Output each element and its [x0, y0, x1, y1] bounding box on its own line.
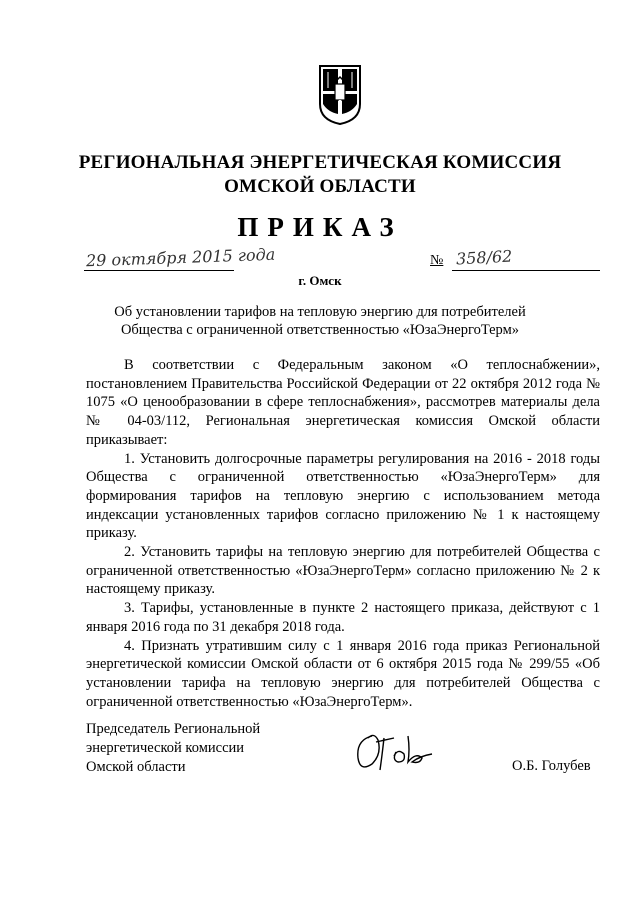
body-item-3: 3. Тарифы, установленные в пункте 2 настоящего приказа, действуют с 1 января 2016 года по 31 декабря 2018 года.	[86, 600, 600, 635]
body-intro-paragraph: В соответствии с Федеральным законом «О теплоснабжении», постановлением Правительства Российской Федерации от 22 октября 2012 года № 1075 «О ценообразовании в сфере теплоснабжения», рассмотрев материалы дела № 04-03/112, Региональная энергетическая комиссия Омской области приказывает:	[86, 357, 600, 448]
number-underline	[452, 270, 600, 271]
number-label: №	[430, 253, 444, 268]
coat-of-arms-icon	[318, 64, 362, 126]
signatory-name: О.Б. Голубев	[512, 758, 591, 774]
signatory-title-line3: Омской области	[86, 759, 186, 775]
city-label: г. Омск	[298, 273, 342, 288]
handwritten-number: 358/62	[455, 246, 513, 269]
subject-line1: Об установлении тарифов на тепловую энергию для потребителей	[114, 304, 526, 320]
body-item-1: 1. Установить долгосрочные параметры регулирования на 2016 - 2018 годы Общества с ограниченной ответственностью «ЮзаЭнергоТерм» для формирования тарифов на тепловую энергию с использованием метода индексации установленных тарифов согласно приложению № 1 к настоящему приказу.	[86, 450, 600, 542]
handwritten-signature	[350, 726, 450, 776]
subject-line2: Общества с ограниченной ответственностью «ЮзаЭнергоТерм»	[120, 322, 520, 338]
date-underline	[84, 270, 234, 271]
organization-name-line1: РЕГИОНАЛЬНАЯ ЭНЕРГЕТИЧЕСКАЯ КОМИССИЯ	[78, 152, 562, 173]
signatory-title	[86, 720, 260, 777]
document-type-title: ПРИКАЗ	[237, 212, 403, 242]
body-item-2: 2. Установить тарифы на тепловую энергию для потребителей Общества с ограниченной ответственностью «ЮзаЭнергоТерм» согласно приложению № 2 к настоящему приказу.	[86, 544, 600, 598]
signatory-title-line2: энергетической комиссии	[86, 740, 245, 756]
document-body	[86, 356, 600, 711]
organization-name-line2: ОМСКОЙ ОБЛАСТИ	[224, 176, 416, 197]
body-item-4: 4. Признать утратившим силу с 1 января 2016 года приказ Региональной энергетической комиссии Омской области от 6 октября 2015 года № 299/55 «Об установлении тарифа на тепловую энергию для потребителей Общества с ограниченной ответственностью «ЮзаЭнергоТерм».	[86, 637, 600, 710]
signatory-title-line1: Председатель Региональной	[86, 721, 261, 737]
handwritten-date: 29 октября 2015 года	[85, 244, 276, 271]
